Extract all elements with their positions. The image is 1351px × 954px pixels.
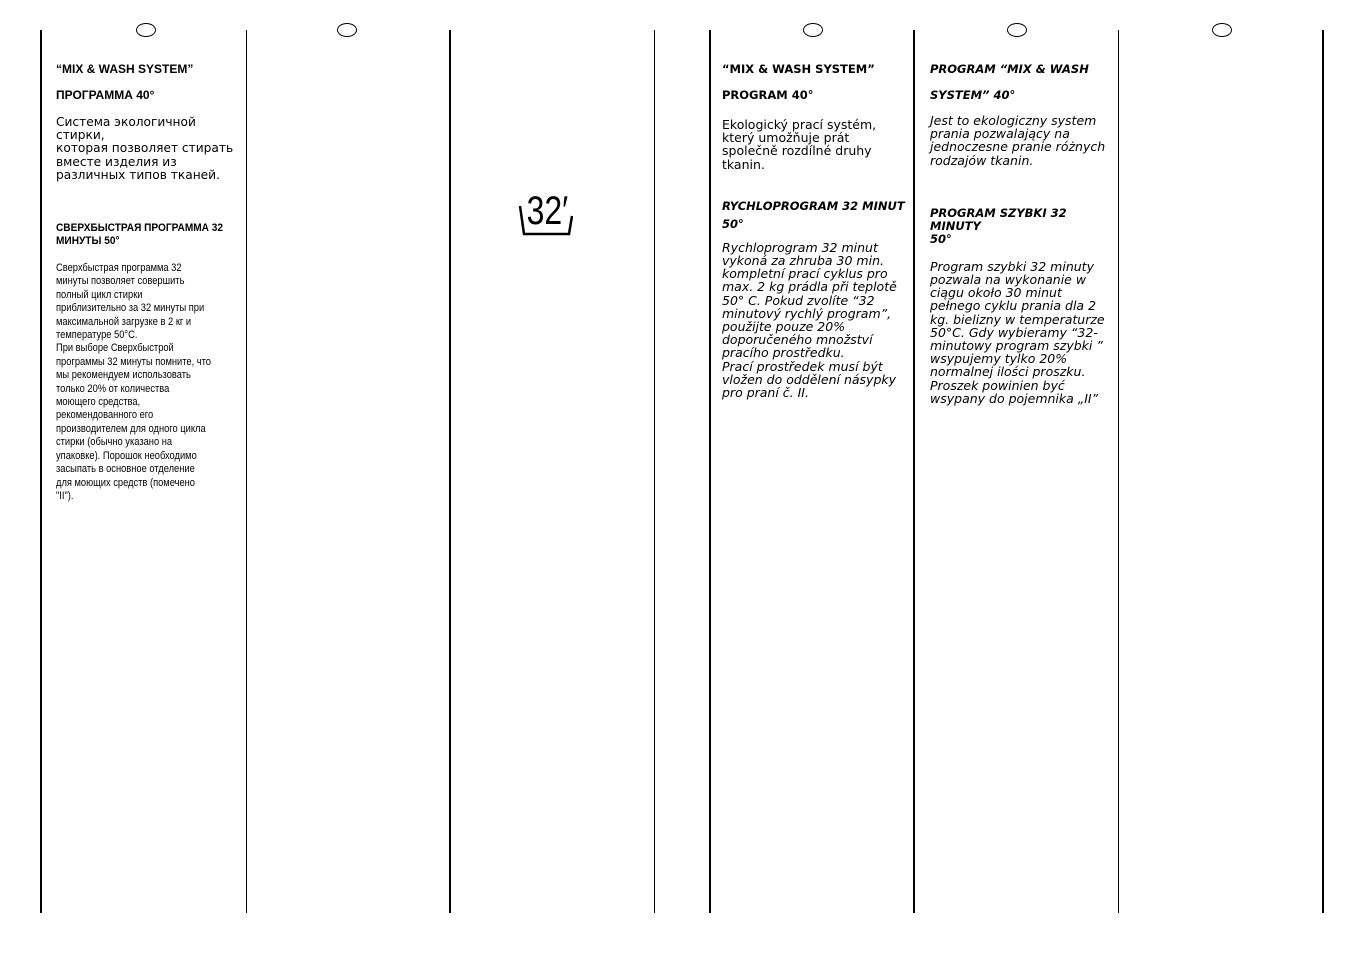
heading-line-2: PROGRAM 40° — [722, 88, 814, 102]
heading-line-2: ПРОГРАММА 40° — [56, 88, 155, 102]
language-tab-oval — [136, 23, 156, 37]
wash-tub-icon — [517, 186, 573, 240]
quick-program-heading: RYCHLOPROGRAM 32 MINUT 50° — [722, 198, 905, 231]
quick-program-heading: PROGRAM SZYBKI 32 MINUTY 50° — [930, 205, 1067, 246]
column-divider — [654, 30, 655, 913]
mix-wash-description: Система экологичной стирки, которая позволяет стирать вместе изделия из различных типов тканей. — [56, 115, 234, 182]
mix-wash-heading — [56, 50, 241, 102]
column-divider — [913, 30, 915, 913]
language-tab-oval — [803, 23, 823, 37]
quick-program-description: Rychloprogram 32 minut vykoná za zhruba 30 min. kompletní prací cyklus pro max. 2 kg prádla při teplotě 50° C. Pokud zvolíte “32 minutový rychlý program”, použijte pouze 20% doporučeného množství pracího prostředku. Prací prostředek musí být vložen do oddělení násypky pro praní č. II. — [722, 239, 897, 401]
column-divider — [1322, 30, 1324, 913]
heading-line-1: PROGRAM “MIX & WASH — [930, 62, 1089, 76]
mix-wash-heading — [722, 50, 907, 102]
language-tab-oval — [1212, 23, 1232, 37]
quick-program-description: Program szybki 32 minuty pozwala na wykonanie w ciągu około 30 minut pełnego cyklu prania dla 2 kg. bielizny w temperaturze 50°C. Gdy wybieramy “32- minutowy program szybki ” wsypujemy tylko 20% normalnej ilości proszku. Proszek powinien być wsypany do pojemnika „II” — [930, 258, 1105, 406]
heading-line-2: SYSTEM” 40° — [930, 88, 1016, 102]
quick-program-heading: СВЕРХБЫСТРАЯ ПРОГРАММА 32 МИНУТЫ 50° — [56, 222, 224, 248]
column-divider — [1118, 30, 1119, 913]
column-divider — [40, 30, 42, 913]
column-divider — [246, 30, 247, 913]
heading-line-1: “MIX & WASH SYSTEM” — [56, 62, 194, 76]
symbol-text: 32′ — [526, 187, 569, 233]
mix-wash-description: Jest to ekologiczny system prania pozwalający na jednoczesne pranie różnych rodzajów tkanin. — [930, 113, 1106, 168]
mix-wash-description: Ekologický prací systém, který umožňuje prát společně rozdílné druhy tkanin. — [722, 117, 877, 172]
language-tab-oval — [1007, 23, 1027, 37]
czech-column — [722, 50, 907, 399]
mix-wash-heading — [930, 50, 1115, 102]
polish-column — [930, 50, 1115, 405]
column-divider — [449, 30, 451, 913]
heading-line-1: “MIX & WASH SYSTEM” — [722, 62, 875, 76]
russian-column — [56, 50, 241, 503]
quick-program-description: Сверхбыстрая программа 32 минуты позволяет совершить полный цикл стирки приблизительно за 32 минуты при максимальной загрузке в 2 кг и температуре 50°C. При выборе Сверхбыстрой программы 32 минуты помните, что мы рекомендуем использовать только 20% от количества моющего средства, рекомендованного его производителем для одного цикла стирки (обычно указано на упаковке). Порошок необходимо засыпать в основное отделение для моющих средств (помечено "II"). — [56, 262, 211, 502]
column-divider — [709, 30, 711, 913]
language-tab-oval — [337, 23, 357, 37]
